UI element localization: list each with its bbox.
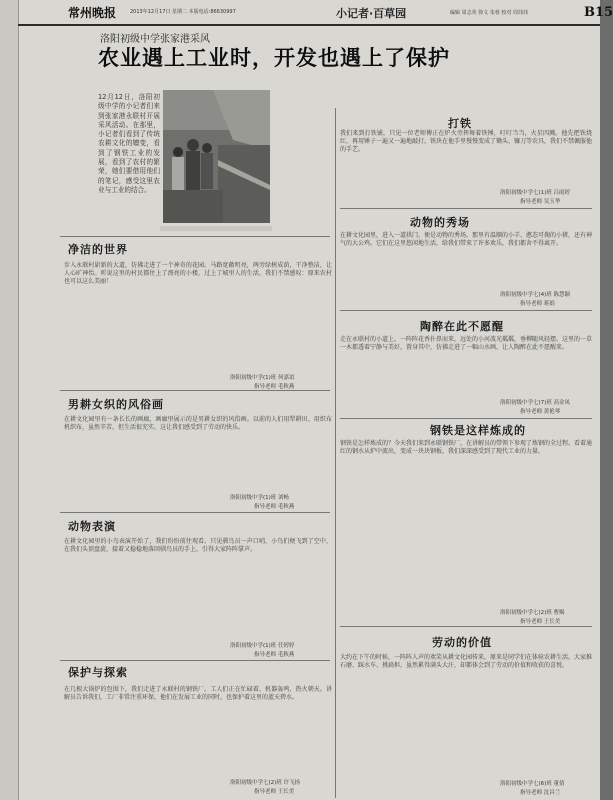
article-signature: 洛阳初级中学七(1)班 吕雨婷 xyxy=(500,190,571,196)
article-body: 我们来到打铁铺，只见一位老师傅正在炉火旁挥舞着铁锤，叮叮当当，火星四溅。他先把铁烧红，再用锤子一遍又一遍地敲打，铁块在他手里慢慢变成了锄头、镰刀等农具，我们不禁佩服他的手艺。 xyxy=(340,130,593,154)
article-signature: 洛阳初级中学七(2)班 曹赐 xyxy=(500,610,565,616)
factory-photo xyxy=(163,90,270,223)
article-teacher: 指导老师 王长美 xyxy=(254,789,295,795)
article-signature: 洛阳初级中学(1)班 何嘉谊 xyxy=(230,375,295,381)
divider xyxy=(60,660,330,661)
divider xyxy=(60,236,330,237)
article-signature: 洛阳初级中学(1)班 任婷婷 xyxy=(230,643,295,649)
article-teacher: 指导老师 毛秋燕 xyxy=(254,384,295,390)
article-body: 步入永联村崭新的大道，仿佛走进了一个神奇的花园。马路宽敞明亮，两旁绿树成荫，干净整洁，让人心旷神怡。听说这里的村民都住上了漂亮的小楼，过上了城里人的生活，我们不禁感叹：原来农村也可以这么美丽！ xyxy=(64,262,332,286)
page-header xyxy=(18,2,613,26)
article-body: 走在永联村的小道上，一阵阵花香扑鼻而来，远处的小河波光粼粼，垂柳随风轻摆。这里的一草一木都透着宁静与美好，置身其中，仿佛走进了一幅山水画，让人陶醉在此不愿醒来。 xyxy=(340,336,593,352)
lead-intro: 12月12日，洛阳初级中学的小记者们来到张家港永联村开展采风活动。在那里，小记者们看到了传统农耕文化的嬗变，看到了钢铁工业的发展，看到了农村的繁荣，她们要借用他们的笔记，感受这里农业与工业的结合。 xyxy=(98,93,160,194)
divider xyxy=(340,208,592,209)
page-number: B15 xyxy=(584,5,613,20)
article-signature: 洛阳初级中学七(7)班 高金凤 xyxy=(500,400,571,406)
dateline: 2013年12月17日 星期二 本版电话:86630997 xyxy=(130,9,236,15)
article-teacher: 指导老师 毛秋燕 xyxy=(254,504,295,510)
article-title: 陶醉在此不愿醒 xyxy=(420,320,504,333)
article-title: 打铁 xyxy=(448,117,472,130)
previous-page-margin xyxy=(0,0,19,800)
article-body: 在耕文化园里，进入一道拱门，便是动物的秀场。那里有温顺的小羊、憨态可掬的小猪，还有神气的大公鸡。它们在这里悠闲地生活，给我们带来了许多欢乐，我们都舍不得离开。 xyxy=(340,232,593,248)
divider xyxy=(60,390,330,391)
lead-kicker: 洛阳初级中学张家港采风 xyxy=(100,34,210,45)
article-signature: 洛阳初级中学七(2)班 许飞扬 xyxy=(230,780,301,786)
article-signature: 洛阳初级中学七(4)班 陈慧颖 xyxy=(500,292,571,298)
article-teacher: 指导老师 沈昌兰 xyxy=(520,790,561,796)
article-title: 男耕女织的风俗画 xyxy=(68,398,164,411)
section-name: 小记者·百草园 xyxy=(336,7,407,20)
divider xyxy=(60,512,330,513)
article-title: 净洁的世界 xyxy=(68,243,128,256)
article-title: 动物的秀场 xyxy=(410,216,470,229)
article-title: 动物表演 xyxy=(68,520,116,533)
divider xyxy=(340,418,592,419)
article-title: 劳动的价值 xyxy=(432,636,492,649)
article-teacher: 指导老师 王长美 xyxy=(520,619,561,625)
article-title: 保护与探索 xyxy=(68,666,128,679)
column-divider xyxy=(335,108,336,798)
article-body: 大约在下午的时候，一阵阵人声的欢笑从耕文化园传来，原来是同学们在体验农耕生活。大家推石磨、踩水车、挑扁担，虽然累得满头大汗，却都体会到了劳动的价值和收获的喜悦。 xyxy=(340,654,593,670)
article-title: 钢铁是这样炼成的 xyxy=(430,424,526,437)
divider xyxy=(340,626,592,627)
article-signature: 洛阳初级中学七(6)班 董倩 xyxy=(500,781,565,787)
masthead: 常州晚报 xyxy=(68,6,117,20)
article-body: 钢铁是怎样炼成的？今天我们来到永联钢铁厂，在讲解员的带领下参观了炼钢的全过程。看着通红的钢水从炉中流出，变成一块块钢板，我们深深感受到了现代工业的力量。 xyxy=(340,440,593,456)
article-body: 在几根大锅炉的包围下，我们走进了永联村的钢铁厂。工人们正在忙碌着，机器轰鸣，热火朝天。讲解员告诉我们，工厂非常注重环保，他们在发展工业的同时，也保护着这里的蓝天碧水。 xyxy=(64,686,332,702)
divider xyxy=(340,310,592,311)
article-body: 在耕文化园里的小鸟表演开始了，我们纷纷前往观看。只见驯鸟员一声口哨，小鸟们便飞到了空中，在我们头顶盘旋，接着又稳稳地落回驯鸟员的手上，引得大家阵阵掌声。 xyxy=(64,538,332,554)
lead-headline: 农业遇上工业时，开发也遇上了保护 xyxy=(98,46,450,70)
article-teacher: 指导老师 黄艳琴 xyxy=(520,409,561,415)
article-body: 在耕文化园里有一条长长的画廊，画廊里展示的是男耕女织的风俗画。以前的人们用犁耕田、用织布机织布，虽然辛苦，但生活很充实，这让我们感受到了劳动的快乐。 xyxy=(64,416,332,432)
article-teacher: 指导老师 毛秋燕 xyxy=(254,652,295,658)
photo-caption-strip xyxy=(160,226,272,231)
article-signature: 洛阳初级中学(1)班 刘畅 xyxy=(230,495,290,501)
article-teacher: 指导老师 吴玉华 xyxy=(520,199,561,205)
article-teacher: 指导老师 蒋娟 xyxy=(520,301,555,307)
editors-line: 编辑 周志英 徐文 朱蓉 校对 周玮玮 xyxy=(450,10,528,16)
